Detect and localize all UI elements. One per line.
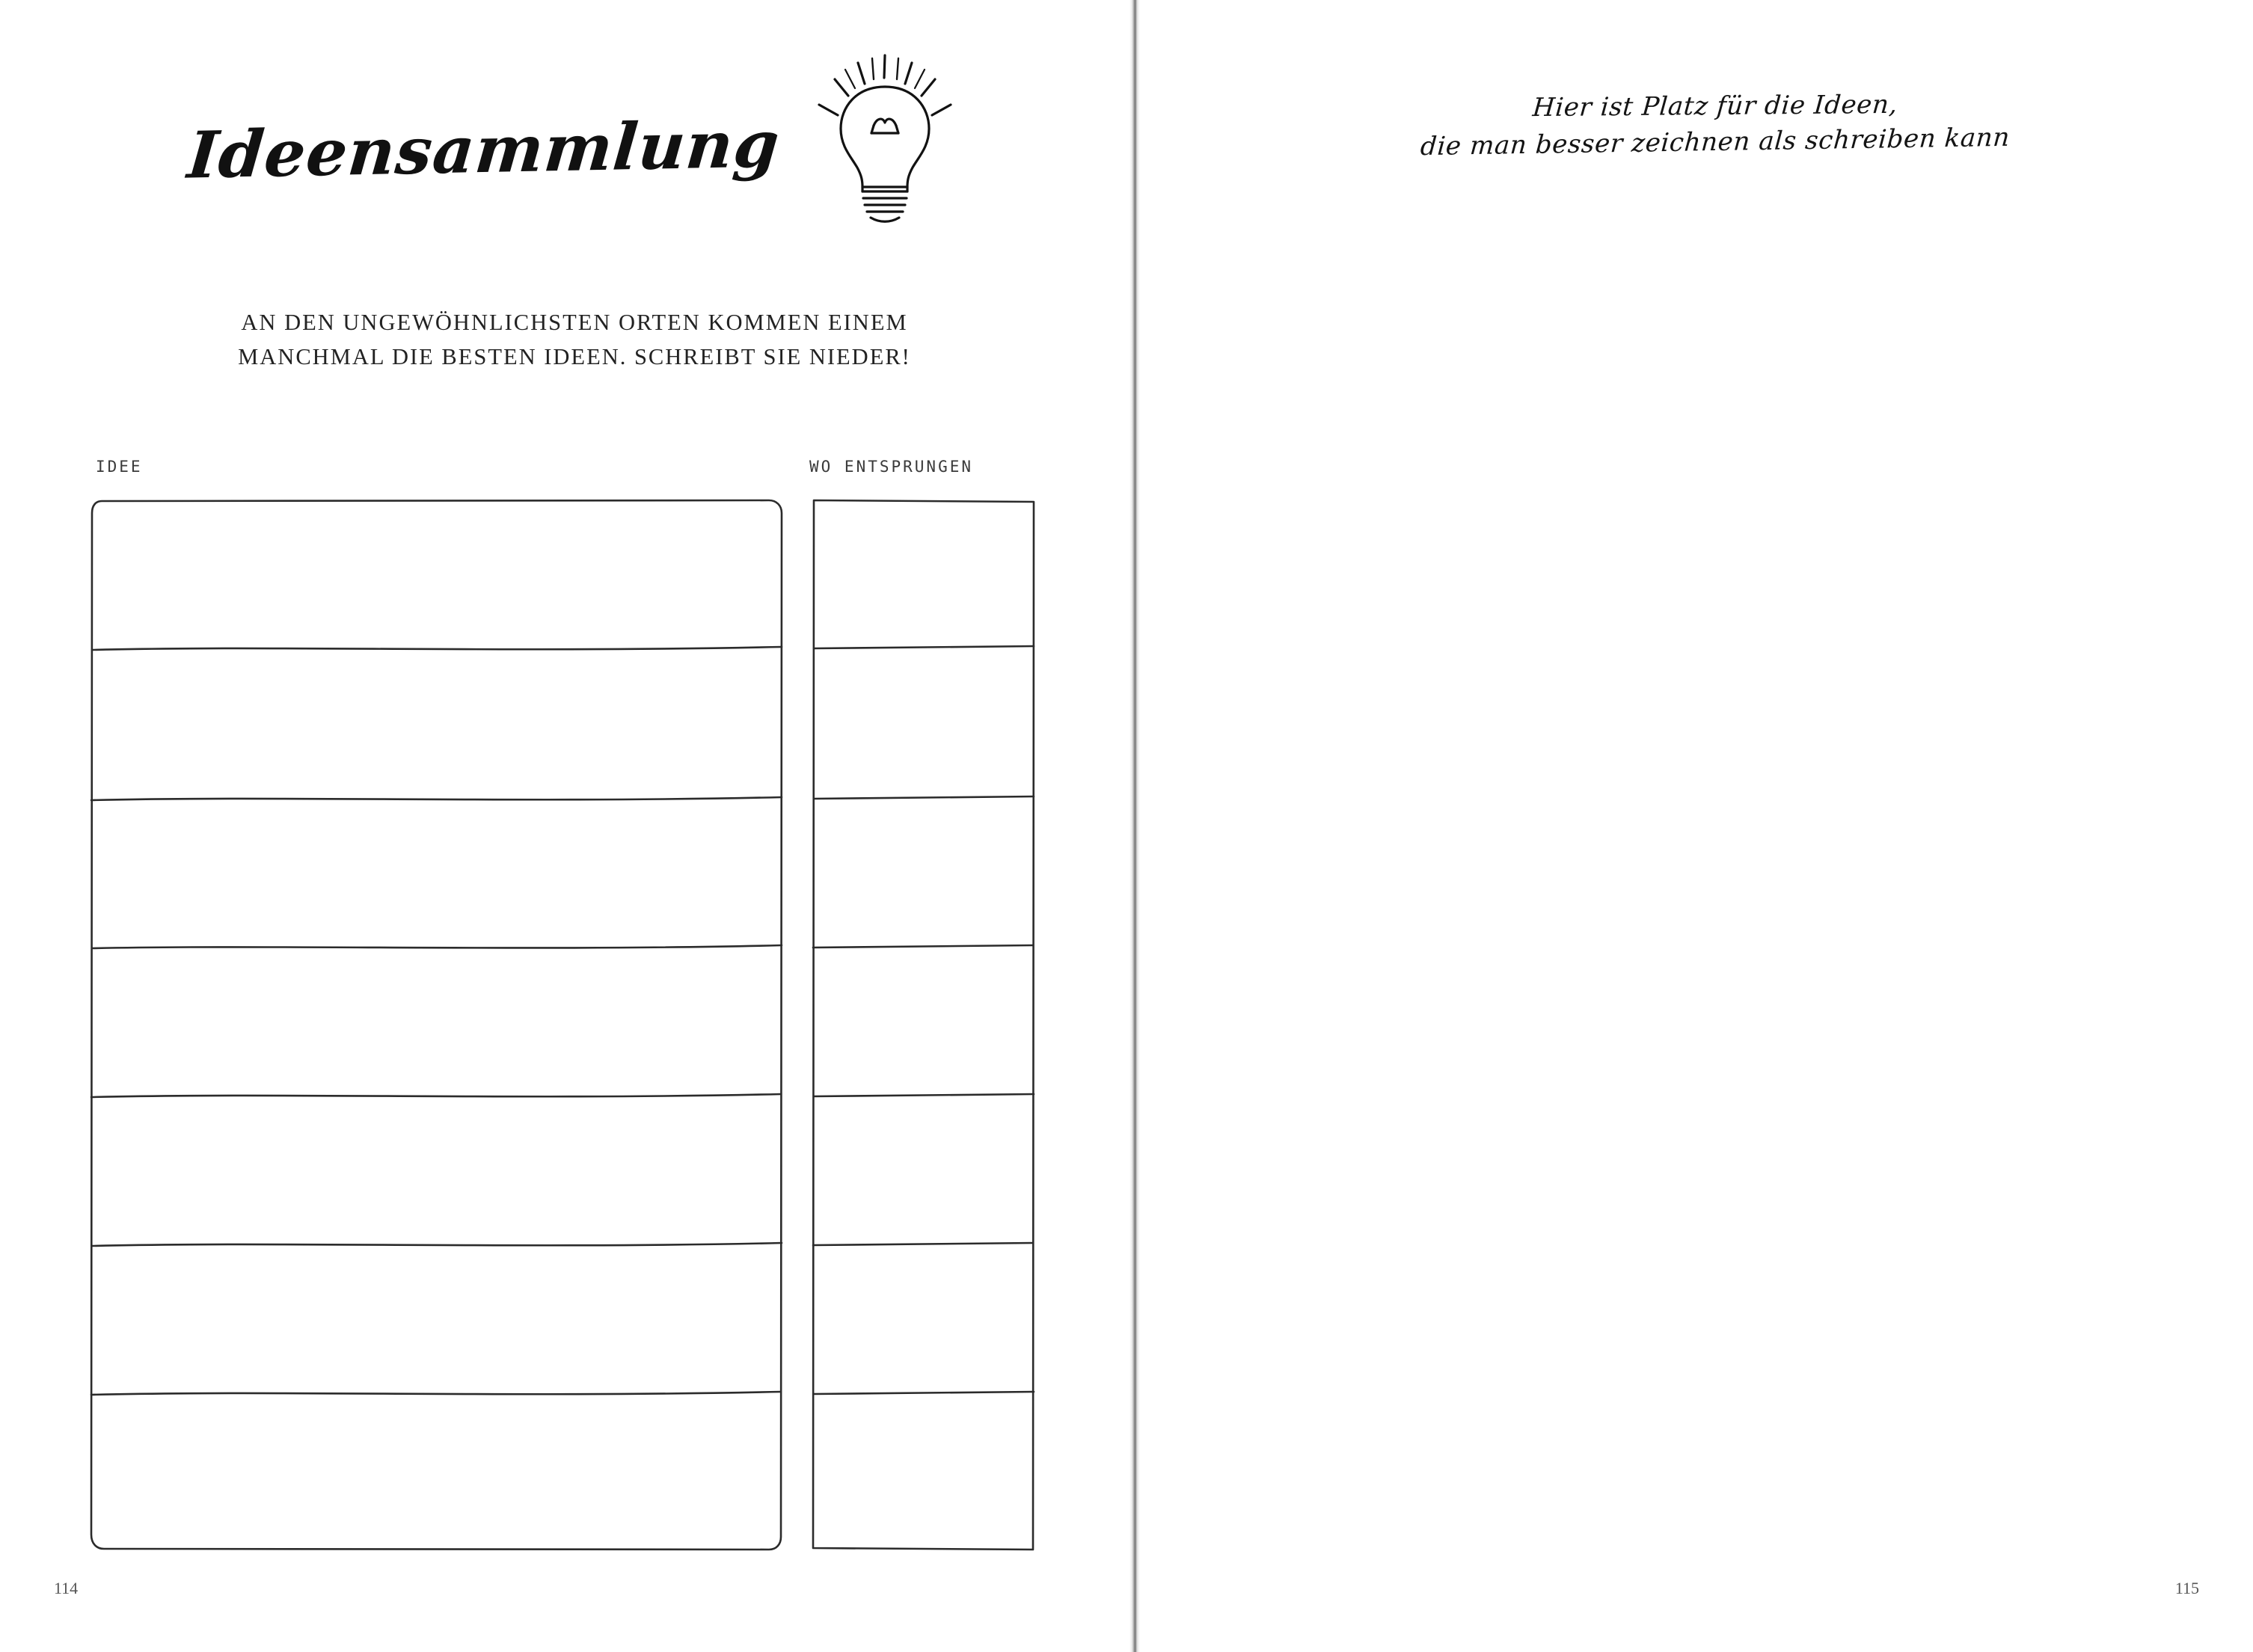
page-title: Ideensammlung [185,105,783,194]
column-header-wo-entsprungen: WO ENTSPRUNGEN [809,458,974,476]
lightbulb-icon [799,45,971,239]
heading-line-1: Hier ist Platz für die Ideen, [1531,89,1899,123]
right-page-heading [1140,88,2253,161]
title-row [0,52,1129,247]
table-column-headers [0,458,1129,480]
title-block [0,52,1129,375]
subtitle-line-1: AN DEN UNGEWÖHNLICHSTEN ORTEN KOMMEN EINEM [241,310,908,335]
page-number-right: 115 [2174,1579,2199,1597]
right-page [1140,0,2253,1652]
subtitle-line-2: MANCHMAL DIE BESTEN IDEEN. SCHREIBT SIE NIEDER! [238,344,911,370]
ideas-table[interactable] [90,494,1036,1556]
page-number-left: 114 [54,1579,79,1597]
heading-line-2: die man besser zeichnen als schreiben kann [1419,123,2011,162]
page-subtitle [0,305,1129,375]
column-header-idee: IDEE [96,458,143,476]
book-gutter [1129,0,1140,1652]
